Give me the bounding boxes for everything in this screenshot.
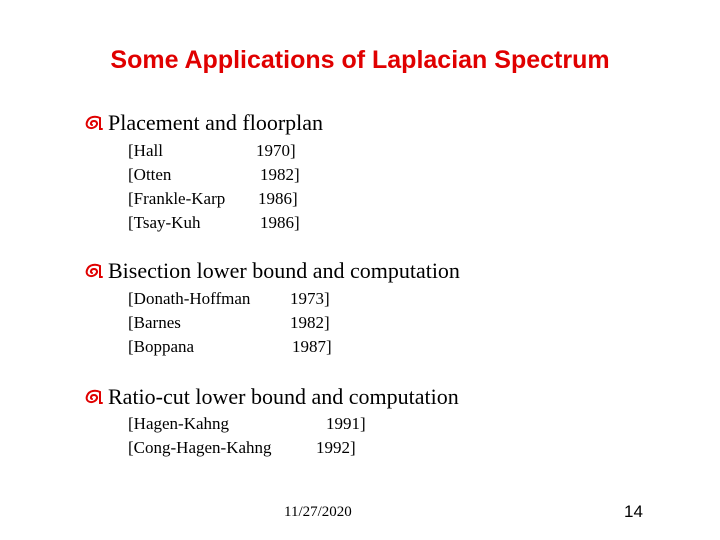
reference-entry	[128, 311, 330, 335]
reference-year: 1982]	[260, 165, 300, 184]
reference-list	[128, 139, 300, 235]
reference-year: 1986]	[260, 213, 300, 232]
reference-name: [Frankle-Karp	[128, 189, 226, 208]
reference-year: 1991]	[326, 414, 366, 433]
reference-name: [Tsay-Kuh	[128, 213, 201, 232]
reference-year: 1986]	[258, 189, 298, 208]
reference-name: [Donath-Hoffman	[128, 289, 251, 308]
bullet-heading: Bisection lower bound and computation	[108, 258, 460, 283]
reference-list	[128, 287, 332, 359]
reference-year: 1973]	[290, 289, 330, 308]
reference-entry	[128, 335, 332, 359]
reference-year: 1970]	[256, 141, 296, 160]
footer-date: 11/27/2020	[284, 504, 352, 520]
slide-number: 14	[624, 502, 643, 521]
bullet-bisection	[84, 258, 460, 284]
reference-name: [Barnes	[128, 313, 181, 332]
swirl-bullet-icon	[84, 114, 104, 132]
reference-name: [Hagen-Kahng	[128, 414, 230, 433]
swirl-bullet-icon	[84, 262, 104, 280]
bullet-heading: Ratio-cut lower bound and computation	[108, 384, 459, 409]
reference-name: [Hall	[128, 141, 163, 160]
swirl-bullet-icon	[84, 388, 104, 406]
bullet-ratio-cut	[84, 384, 459, 410]
reference-name: [Otten	[128, 165, 172, 184]
bullet-placement	[84, 110, 323, 136]
reference-entry	[128, 163, 300, 187]
reference-entry	[128, 412, 366, 436]
reference-entry	[128, 436, 356, 460]
reference-entry	[128, 139, 296, 163]
reference-year: 1992]	[316, 438, 356, 457]
reference-entry	[128, 211, 300, 235]
reference-entry	[128, 187, 298, 211]
reference-list	[128, 412, 366, 460]
reference-name: [Cong-Hagen-Kahng	[128, 438, 272, 457]
reference-year: 1982]	[290, 313, 330, 332]
reference-year: 1987]	[292, 337, 332, 356]
reference-name: [Boppana	[128, 337, 195, 356]
slide-title: Some Applications of Laplacian Spectrum	[110, 46, 610, 74]
bullet-heading: Placement and floorplan	[108, 110, 324, 135]
reference-entry	[128, 287, 330, 311]
